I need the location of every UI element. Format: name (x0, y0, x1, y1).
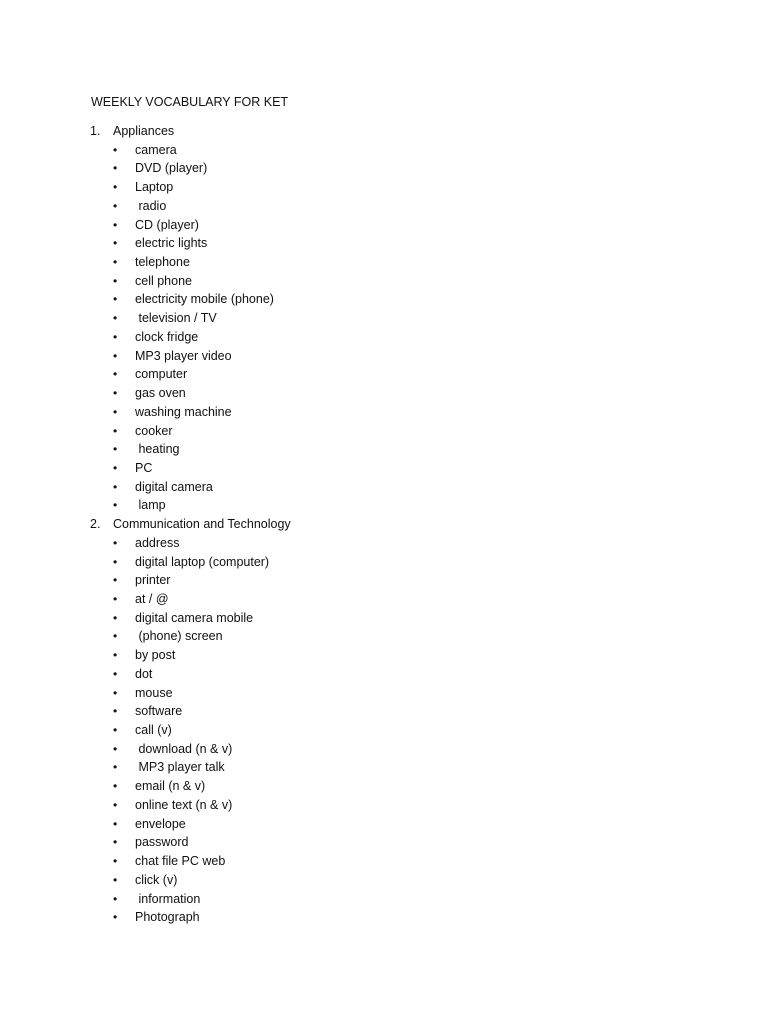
bullet-icon: • (113, 498, 118, 513)
list-item-text: clock fridge (135, 329, 199, 344)
section-title: Communication and Technology (113, 517, 291, 532)
list-item-text: cell phone (135, 273, 192, 288)
bullet-icon: • (113, 198, 118, 213)
bullet-icon: • (113, 161, 118, 176)
list-item-text: DVD (player) (135, 161, 208, 176)
list-item-text: PC (135, 460, 153, 475)
list-item-text: radio (135, 198, 167, 213)
bullet-icon: • (113, 535, 118, 550)
list-item-text: electric lights (135, 236, 208, 251)
bullet-icon: • (113, 217, 118, 232)
list-item-text: Laptop (135, 180, 174, 195)
document-title: WEEKLY VOCABULARY FOR KET (91, 95, 289, 109)
list-item-text: at / @ (135, 592, 169, 606)
bullet-icon: • (113, 329, 118, 344)
list-item-text: CD (player) (135, 217, 199, 232)
list-item-text: Photograph (135, 910, 200, 925)
bullet-icon: • (113, 348, 118, 363)
list-item-text: online text (n & v) (135, 797, 233, 812)
list-item-text: (phone) screen (135, 629, 223, 644)
list-item-text: MP3 player talk (135, 760, 225, 775)
list-item-text: download (n & v) (135, 741, 233, 756)
list-item-text: MP3 player video (135, 348, 232, 363)
list-item-text: heating (135, 442, 180, 457)
bullet-icon: • (113, 610, 118, 625)
list-item-text: call (v) (135, 723, 172, 738)
bullet-icon: • (113, 760, 118, 775)
bullet-icon: • (113, 910, 118, 925)
bullet-icon: • (113, 779, 118, 794)
list-item-text: television / TV (135, 311, 217, 326)
list-item-text: printer (135, 573, 171, 588)
list-item-text: envelope (135, 816, 186, 831)
section-number: 1. (90, 124, 101, 138)
bullet-icon: • (113, 835, 118, 850)
bullet-icon: • (113, 442, 118, 457)
bullet-icon: • (113, 292, 118, 307)
bullet-icon: • (113, 404, 118, 419)
bullet-icon: • (113, 423, 118, 438)
bullet-icon: • (113, 367, 118, 382)
bullet-icon: • (113, 142, 118, 157)
list-item-text: address (135, 535, 180, 550)
list-item-text: washing machine (135, 404, 232, 419)
bullet-icon: • (113, 311, 118, 326)
bullet-icon: • (113, 704, 118, 719)
bullet-icon: • (113, 554, 118, 569)
list-item-text: digital camera (135, 479, 213, 494)
bullet-icon: • (113, 685, 118, 700)
list-item-text: electricity mobile (phone) (135, 292, 274, 307)
bullet-icon: • (113, 255, 118, 270)
bullet-icon: • (113, 666, 118, 681)
bullet-icon: • (113, 648, 118, 663)
list-item-text: camera (135, 142, 177, 157)
bullet-icon: • (113, 592, 118, 606)
list-item-text: gas oven (135, 386, 186, 401)
bullet-icon: • (113, 723, 118, 738)
bullet-icon: • (113, 854, 118, 869)
list-item-text: digital camera mobile (135, 610, 254, 625)
section-number: 2. (90, 517, 101, 532)
list-item-text: email (n & v) (135, 779, 206, 794)
section-title: Appliances (113, 124, 175, 138)
list-item-text: computer (135, 367, 188, 382)
bullet-icon: • (113, 629, 118, 644)
bullet-icon: • (113, 872, 118, 887)
list-item-text: information (135, 891, 201, 906)
bullet-icon: • (113, 816, 118, 831)
bullet-icon: • (113, 460, 118, 475)
bullet-icon: • (113, 236, 118, 251)
bullet-icon: • (113, 273, 118, 288)
list-item-text: password (135, 835, 189, 850)
list-item-text: by post (135, 648, 176, 663)
list-item-text: cooker (135, 423, 173, 438)
list-item-text: click (v) (135, 872, 178, 887)
list-item-text: telephone (135, 255, 190, 270)
bullet-icon: • (113, 741, 118, 756)
bullet-icon: • (113, 573, 118, 588)
bullet-icon: • (113, 891, 118, 906)
list-item-text: lamp (135, 498, 166, 513)
list-item-text: chat file PC web (135, 854, 226, 869)
bullet-icon: • (113, 479, 118, 494)
list-item-text: software (135, 704, 183, 719)
bullet-icon: • (113, 180, 118, 195)
list-item-text: mouse (135, 685, 173, 700)
list-item-text: dot (135, 666, 153, 681)
bullet-icon: • (113, 797, 118, 812)
bullet-icon: • (113, 386, 118, 401)
list-item-text: digital laptop (computer) (135, 554, 270, 569)
